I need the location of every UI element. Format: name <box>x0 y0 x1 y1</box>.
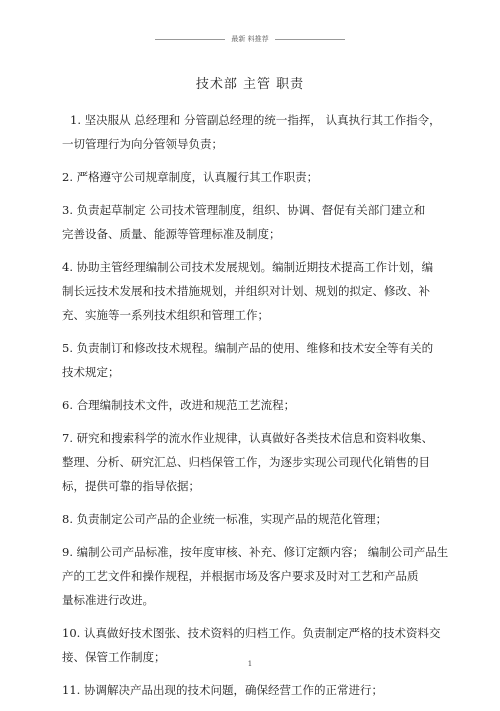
paragraph-4 <box>62 255 454 327</box>
paragraph-8 <box>62 507 454 531</box>
paragraph-line: 产的工艺文件和操作规程，并根据市场及客户要求及时对工艺和产品质 <box>62 569 419 583</box>
paragraph-line: 充、实施等一系列技术组织和管理工作； <box>62 308 269 322</box>
paragraph-line: 5. 负责制订和修改技术规程。编制产品的使用、维修和技术安全等有关的 <box>62 341 434 355</box>
paragraph-line: 一切管理行为向分管领导负责； <box>62 137 223 151</box>
document-body <box>62 108 454 711</box>
page-number: 1 <box>247 660 253 668</box>
paragraph-9 <box>62 540 454 612</box>
paragraph-3 <box>62 198 454 246</box>
header-rule-left <box>155 39 225 40</box>
paragraph-line: 量标准进行改进。 <box>62 593 154 607</box>
header-rule-right <box>275 39 345 40</box>
paragraph-7 <box>62 426 454 498</box>
paragraph-line: 3. 负责起草制定 公司技术管理制度，组织、协调、督促有关部门建立和 <box>62 203 426 217</box>
paragraph-line: 标，提供可靠的指导依据； <box>62 479 200 493</box>
paragraph-line: 9. 编制公司产品标准，按年度审核、补充、修订定额内容； 编制公司产品生 <box>62 545 449 559</box>
paragraph-5 <box>62 336 454 384</box>
page-header <box>0 34 500 44</box>
paragraph-line: 1. 坚决服从 总经理和 分管副总经理的统一指挥， 认真执行其工作指令， <box>70 113 441 127</box>
paragraph-line: 接、保管工作制度； <box>62 650 166 664</box>
paragraph-line: 4. 协助主管经理编制公司技术发展规划。编制近期技术提高工作计划，编 <box>62 260 434 274</box>
paragraph-line: 2. 严格遵守公司规章制度，认真履行其工作职责； <box>62 170 319 184</box>
paragraph-2 <box>62 165 454 189</box>
paragraph-line: 制长远技术发展和技术措施规划，并组织对计划、规划的拟定、修改、补 <box>62 284 430 298</box>
paragraph-line: 8. 负责制定公司产品的企业统一标准，实现产品的规范化管理； <box>62 512 388 526</box>
document-title: 技术部 主管 职责 <box>195 77 305 92</box>
paragraph-line: 7. 研究和搜索科学的流水作业规律，认真做好各类技术信息和资料收集、 <box>62 431 434 445</box>
paragraph-line: 11. 协调解决产品出现的技术问题，确保经营工作的正常进行； <box>62 683 383 697</box>
paragraph-line: 完善设备、质量、能源等管理标准及制度； <box>62 227 281 241</box>
paragraph-6 <box>62 393 454 417</box>
header-text: 最新 料推荐 <box>231 35 269 43</box>
paragraph-line: 整理、分析、研究汇总、归档保管工作，为逐步实现公司现代化销售的目 <box>62 455 430 469</box>
paragraph-11 <box>62 678 454 702</box>
paragraph-line: 10. 认真做好技术图张、技术资料的归档工作。负责制定严格的技术资料交 <box>62 626 441 640</box>
paragraph-line: 技术规定； <box>62 365 120 379</box>
paragraph-1 <box>62 108 454 156</box>
paragraph-line: 6. 合理编制技术文件，改进和规范工艺流程； <box>62 398 296 412</box>
